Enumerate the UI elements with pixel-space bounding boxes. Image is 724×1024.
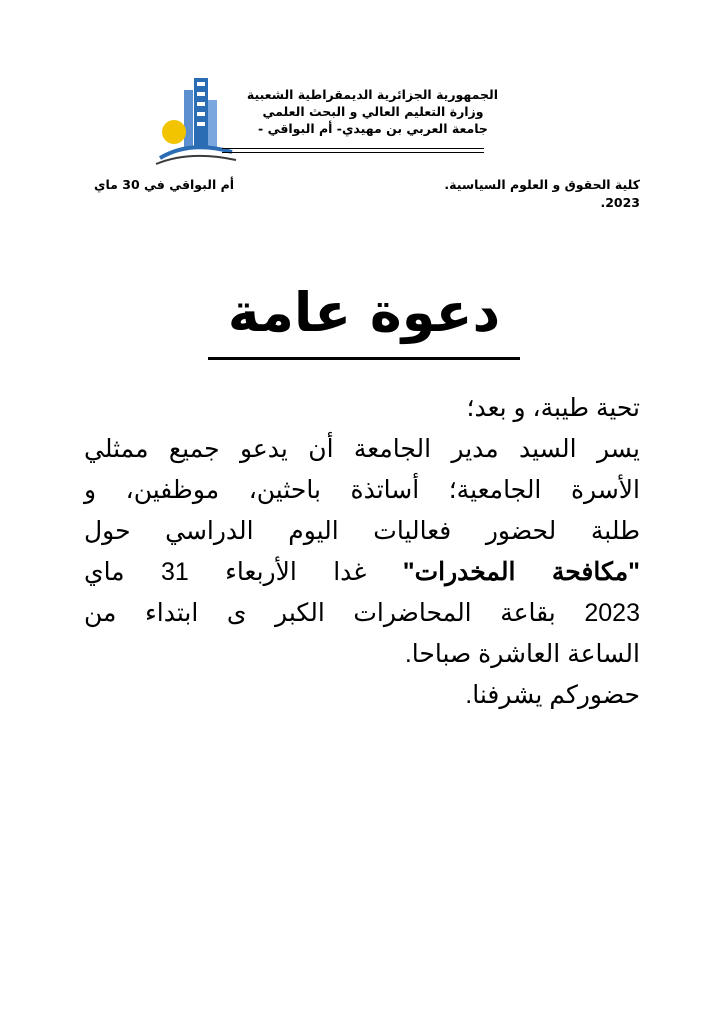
date-place: أم البواقي في 30 ماي (94, 177, 235, 192)
body-line-5: 2023 بقاعة المحاضرات الكبر ى ابتداء من (84, 599, 640, 627)
faculty-name: كلية الحقوق و العلوم السياسية. (444, 177, 640, 192)
body-line-2: الأسرة الجامعية؛ أساتذة باحثين، موظفين، و (84, 476, 640, 504)
greeting: تحية طيبة، و بعد؛ (466, 394, 640, 422)
header-divider (222, 148, 484, 149)
body-line-1: يسر السيد مدير الجامعة أن يدعو جميع ممثلي (84, 435, 640, 463)
body-line-3: طلبة لحضور فعاليات اليوم الدراسي حول (84, 517, 640, 545)
header-republic: الجمهورية الجزائرية الديمقراطية الشعبية (246, 87, 498, 102)
header-divider-thin (222, 152, 484, 153)
institution-header (248, 86, 498, 137)
event-topic: "مكافحة المخدرات" (402, 558, 640, 586)
header-ministry: وزارة التعليم العالي و البحث العلمي (262, 104, 484, 119)
invitation-body (84, 388, 640, 716)
date-year: 2023. (600, 195, 640, 210)
university-logo-icon (150, 70, 240, 170)
header-university: جامعة العربي بن مهيدي- أم البواقي - (258, 121, 488, 136)
faculty-block (444, 176, 640, 212)
page-title: دعوة عامة (227, 281, 501, 344)
body-line-4 (84, 552, 640, 593)
closing: حضوركم يشرفنا. (465, 681, 640, 709)
body-line-6: الساعة العاشرة صباحا. (404, 640, 640, 668)
title-underline (208, 357, 520, 360)
event-date: غدا الأربعاء 31 ماي (84, 558, 367, 586)
